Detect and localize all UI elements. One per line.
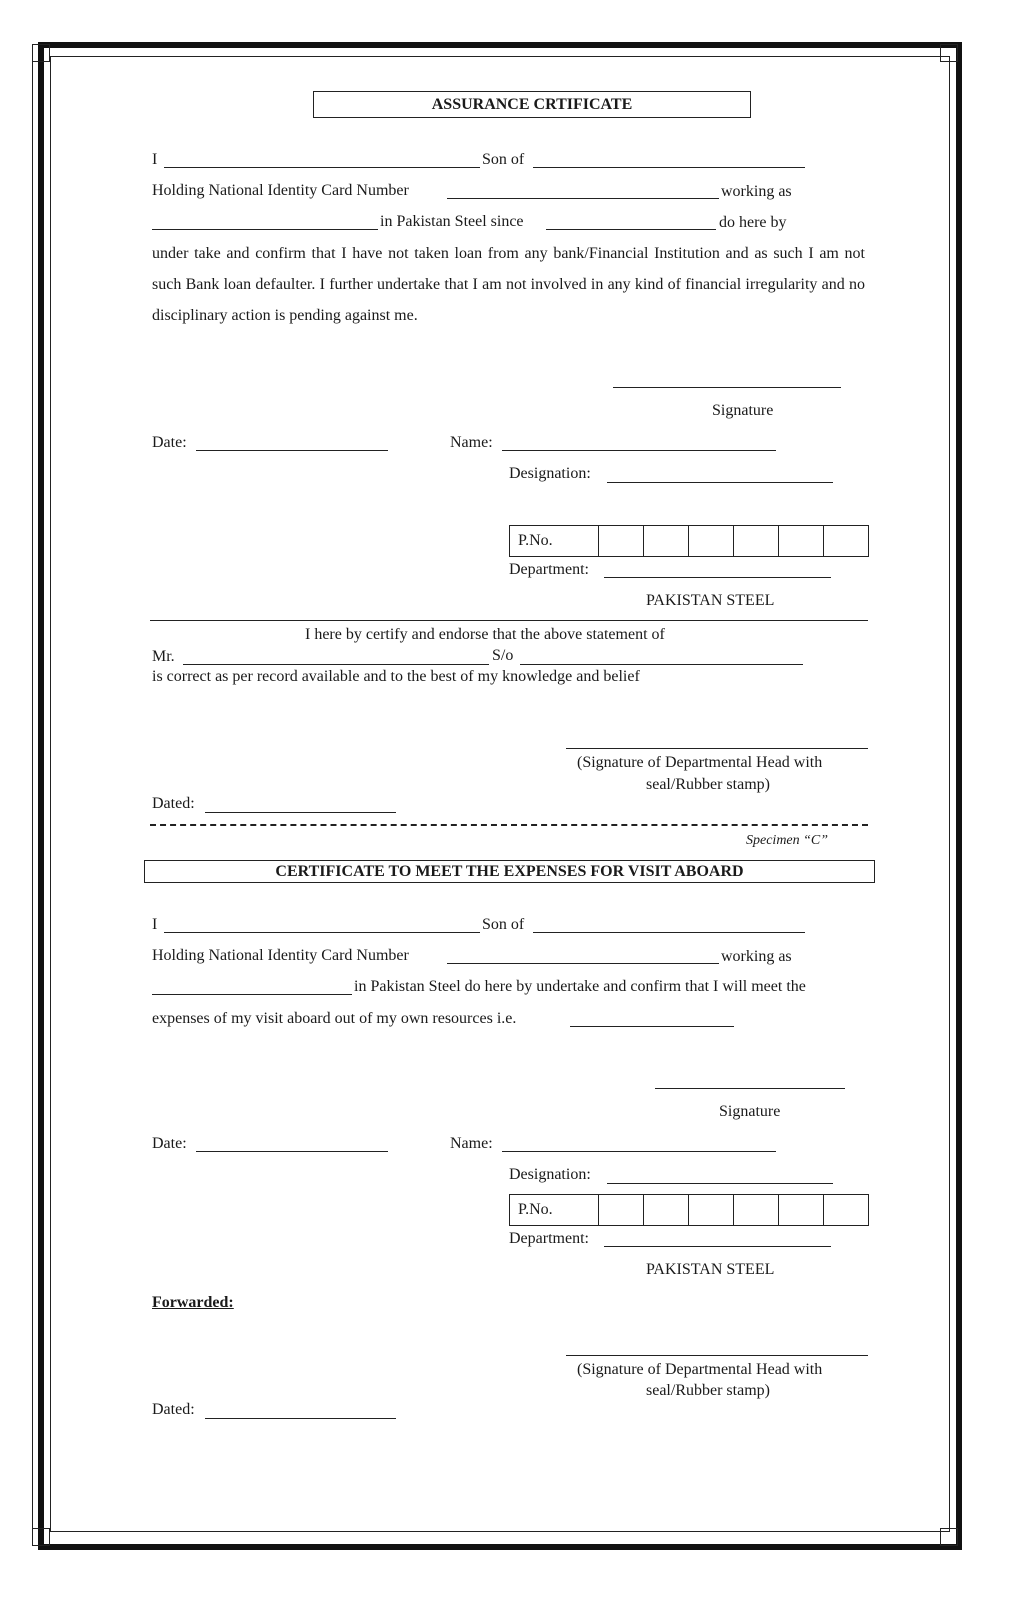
cert2-pno-grid	[509, 1194, 869, 1226]
cert1-designation-field[interactable]	[607, 482, 833, 483]
pno-digit-cell[interactable]	[599, 526, 644, 557]
cert1-i-label: I	[152, 151, 158, 168]
cert1-father-name-field[interactable]	[533, 167, 805, 168]
cert1-date-label: Date:	[152, 434, 187, 451]
border-corner-ornament	[32, 1528, 50, 1546]
cert1-name-field[interactable]	[164, 167, 480, 168]
cert2-expenses-text: expenses of my visit aboard out of my own resources i.e.	[152, 1010, 517, 1027]
cert1-name-label: Name:	[450, 434, 493, 451]
cert2-son-of-label: Son of	[482, 916, 525, 933]
cert2-org-label: PAKISTAN STEEL	[646, 1261, 775, 1278]
cert1-signature-field[interactable]	[613, 387, 841, 388]
cert1-working-as-label: working as	[721, 183, 792, 200]
pno-digit-cell[interactable]	[644, 526, 689, 557]
cert1-department-field[interactable]	[604, 577, 831, 578]
endorse-seal-label: seal/Rubber stamp)	[646, 776, 770, 793]
cert1-since-field[interactable]	[546, 229, 716, 230]
cert1-nic-field[interactable]	[447, 198, 719, 199]
cert2-sign-name-field[interactable]	[502, 1151, 776, 1152]
cert2-name-label: Name:	[450, 1135, 493, 1152]
cert2-title: CERTIFICATE TO MEET THE EXPENSES FOR VISIT ABOARD	[144, 860, 875, 883]
cert2-name-field[interactable]	[164, 932, 480, 933]
cert2-department-field[interactable]	[604, 1246, 831, 1247]
endorse-head-signature-field[interactable]	[566, 748, 868, 749]
endorse-mr-label: Mr.	[152, 648, 175, 665]
cert2-in-ps-text: in Pakistan Steel do here by undertake and confirm that I will meet the	[354, 978, 806, 995]
cert2-pno-label: P.No.	[510, 1195, 599, 1226]
cert2-signature-field[interactable]	[655, 1088, 845, 1089]
cert2-head-signature-field[interactable]	[566, 1355, 868, 1356]
cert1-title: ASSURANCE CRTIFICATE	[313, 91, 751, 118]
cert1-pno-label: P.No.	[510, 526, 599, 557]
cert1-date-field[interactable]	[196, 450, 388, 451]
cert2-forwarded-label: Forwarded:	[152, 1294, 234, 1311]
endorse-statement-text: I here by certify and endorse that the above statement of	[305, 626, 665, 643]
endorse-dated-field[interactable]	[205, 812, 396, 813]
cert1-sign-name-field[interactable]	[502, 450, 776, 451]
cert2-dated-label: Dated:	[152, 1401, 195, 1418]
cert1-son-of-label: Son of	[482, 151, 525, 168]
cert1-org-label: PAKISTAN STEEL	[646, 592, 775, 609]
cert2-date-label: Date:	[152, 1135, 187, 1152]
dashed-separator	[150, 824, 868, 826]
cert2-designation-label: Designation:	[509, 1166, 591, 1183]
cert1-nic-label: Holding National Identity Card Number	[152, 182, 409, 199]
cert2-resources-field[interactable]	[570, 1026, 734, 1027]
cert2-head-signature-label: (Signature of Departmental Head with	[577, 1361, 823, 1378]
border-corner-ornament	[940, 44, 958, 62]
cert1-in-ps-since-label: in Pakistan Steel since	[380, 213, 524, 230]
cert2-nic-field[interactable]	[447, 963, 719, 964]
border-corner-ornament	[32, 44, 50, 62]
cert1-designation-label: Designation:	[509, 465, 591, 482]
endorse-dated-label: Dated:	[152, 795, 195, 812]
pno-digit-cell[interactable]	[824, 1195, 869, 1226]
cert2-working-as-label: working as	[721, 948, 792, 965]
cert1-do-here-by-label: do here by	[719, 214, 787, 231]
cert2-i-label: I	[152, 916, 158, 933]
pno-digit-cell[interactable]	[779, 1195, 824, 1226]
endorse-correct-text: is correct as per record available and to the best of my knowledge and belief	[152, 668, 640, 685]
cert2-designation-inline-field[interactable]	[152, 994, 352, 995]
pno-digit-cell[interactable]	[734, 1195, 779, 1226]
cert2-nic-label: Holding National Identity Card Number	[152, 947, 409, 964]
border-corner-ornament	[940, 1528, 958, 1546]
specimen-label: Specimen “C”	[746, 833, 829, 848]
endorse-so-field[interactable]	[520, 664, 803, 665]
cert1-designation-inline-field[interactable]	[152, 229, 378, 230]
endorse-so-label: S/o	[492, 647, 514, 664]
cert1-department-label: Department:	[509, 561, 589, 578]
cert2-dated-field[interactable]	[205, 1418, 396, 1419]
cert1-body-text: under take and confirm that I have not taken loan from any bank/Financial Institution and as such I am not such Bank loan defaulter. I further undertake that I am not involved in any kind of financial irregularity and no disciplinary action is pending against me.	[152, 245, 865, 324]
endorse-head-signature-label: (Signature of Departmental Head with	[577, 754, 823, 771]
pno-digit-cell[interactable]	[824, 526, 869, 557]
section-divider	[150, 620, 868, 621]
pno-digit-cell[interactable]	[644, 1195, 689, 1226]
pno-digit-cell[interactable]	[689, 526, 734, 557]
cert2-signature-label: Signature	[719, 1103, 781, 1120]
cert2-department-label: Department:	[509, 1230, 589, 1247]
cert2-date-field[interactable]	[196, 1151, 388, 1152]
cert2-father-name-field[interactable]	[533, 932, 805, 933]
cert2-seal-label: seal/Rubber stamp)	[646, 1382, 770, 1399]
cert1-signature-label: Signature	[712, 402, 774, 419]
pno-digit-cell[interactable]	[689, 1195, 734, 1226]
pno-digit-cell[interactable]	[779, 526, 824, 557]
cert1-pno-grid	[509, 525, 869, 557]
cert2-designation-field[interactable]	[607, 1183, 833, 1184]
pno-digit-cell[interactable]	[734, 526, 779, 557]
pno-digit-cell[interactable]	[599, 1195, 644, 1226]
endorse-mr-field[interactable]	[183, 664, 489, 665]
